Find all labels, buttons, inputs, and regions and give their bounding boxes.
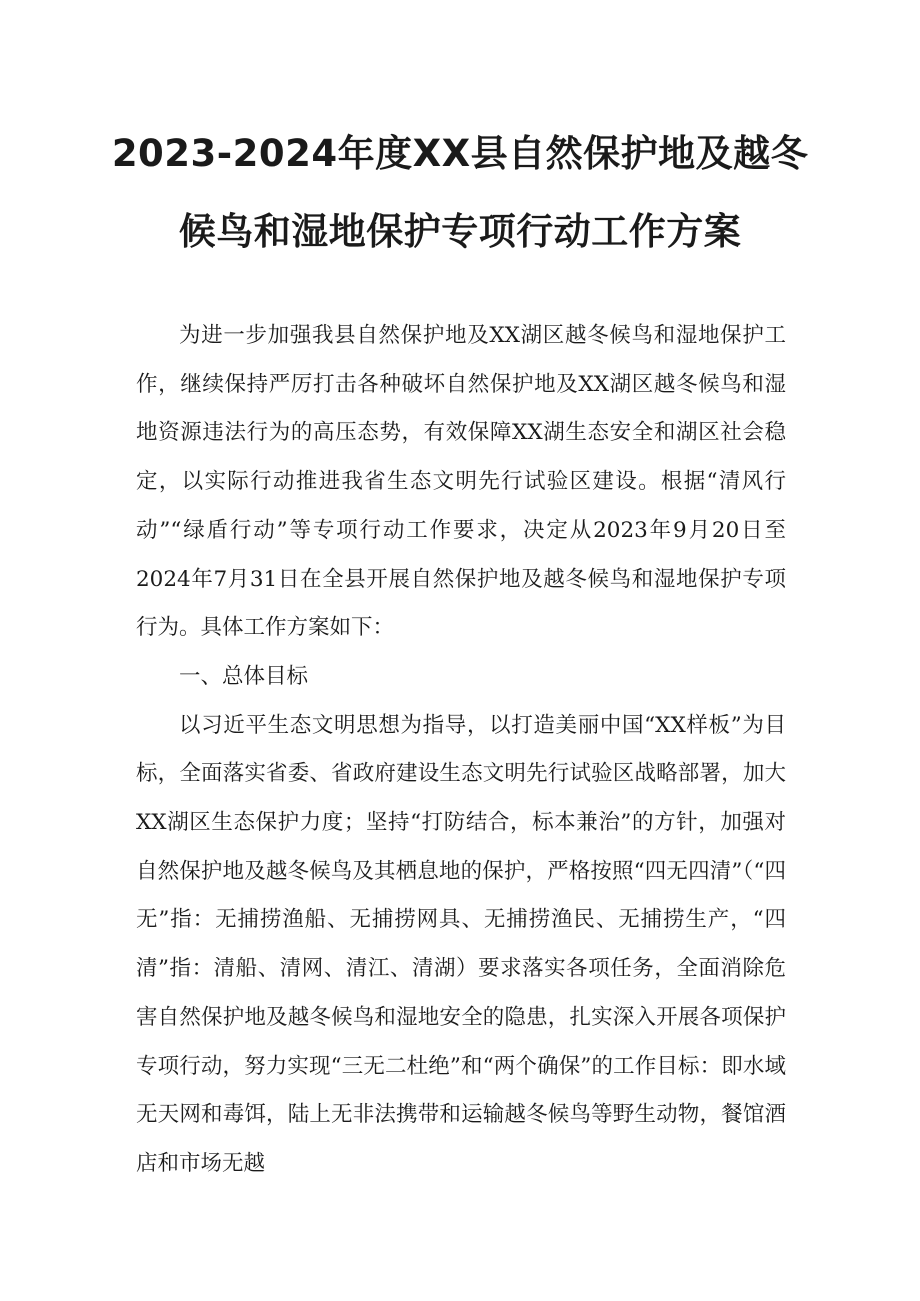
document-title-line-1: 2023-2024年度XX县自然保护地及越冬 <box>111 132 809 175</box>
overall-goal-paragraph: 以习近平生态文明思想为指导，以打造美丽中国“XX样板”为目标，全面落实省委、省政府建设生态文明先行试验区战略部署，加大XX湖区生态保护力度；坚持“打防结合，标本兼治”的方针，加强对自然保护地及越冬候鸟及其栖息地的保护，严格按照“四无四清”（“四无”指：无捕捞渔船、无捕捞网具、无捕捞渔民、无捕捞生产，“四清”指：清船、清网、清江、清湖）要求落实各项任务，全面消除危害自然保护地及越冬候鸟和湿地安全的隐患，扎实深入开展各项保护专项行动，努力实现“三无二杜绝”和“两个确保”的工作目标：即水域无天网和毒饵，陆上无非法携带和运输越冬候鸟等野生动物，餐馆酒店和市场无越 <box>136 712 786 1176</box>
document-title-line-2: 候鸟和湿地保护专项行动工作方案 <box>178 210 742 253</box>
section-heading-overall-goal: 一、总体目标 <box>179 663 309 689</box>
document-body <box>136 312 786 1189</box>
intro-paragraph: 为进一步加强我县自然保护地及XX湖区越冬候鸟和湿地保护工作，继续保持严厉打击各种破坏自然保护地及XX湖区越冬候鸟和湿地资源违法行为的高压态势，有效保障XX湖生态安全和湖区社会稳定，以实际行动推进我省生态文明先行试验区建设。根据“清风行动”“绿盾行动”等专项行动工作要求，决定从2023年9月20日至2024年7月31日在全县开展自然保护地及越冬候鸟和湿地保护专项行为。具体工作方案如下： <box>136 323 786 641</box>
